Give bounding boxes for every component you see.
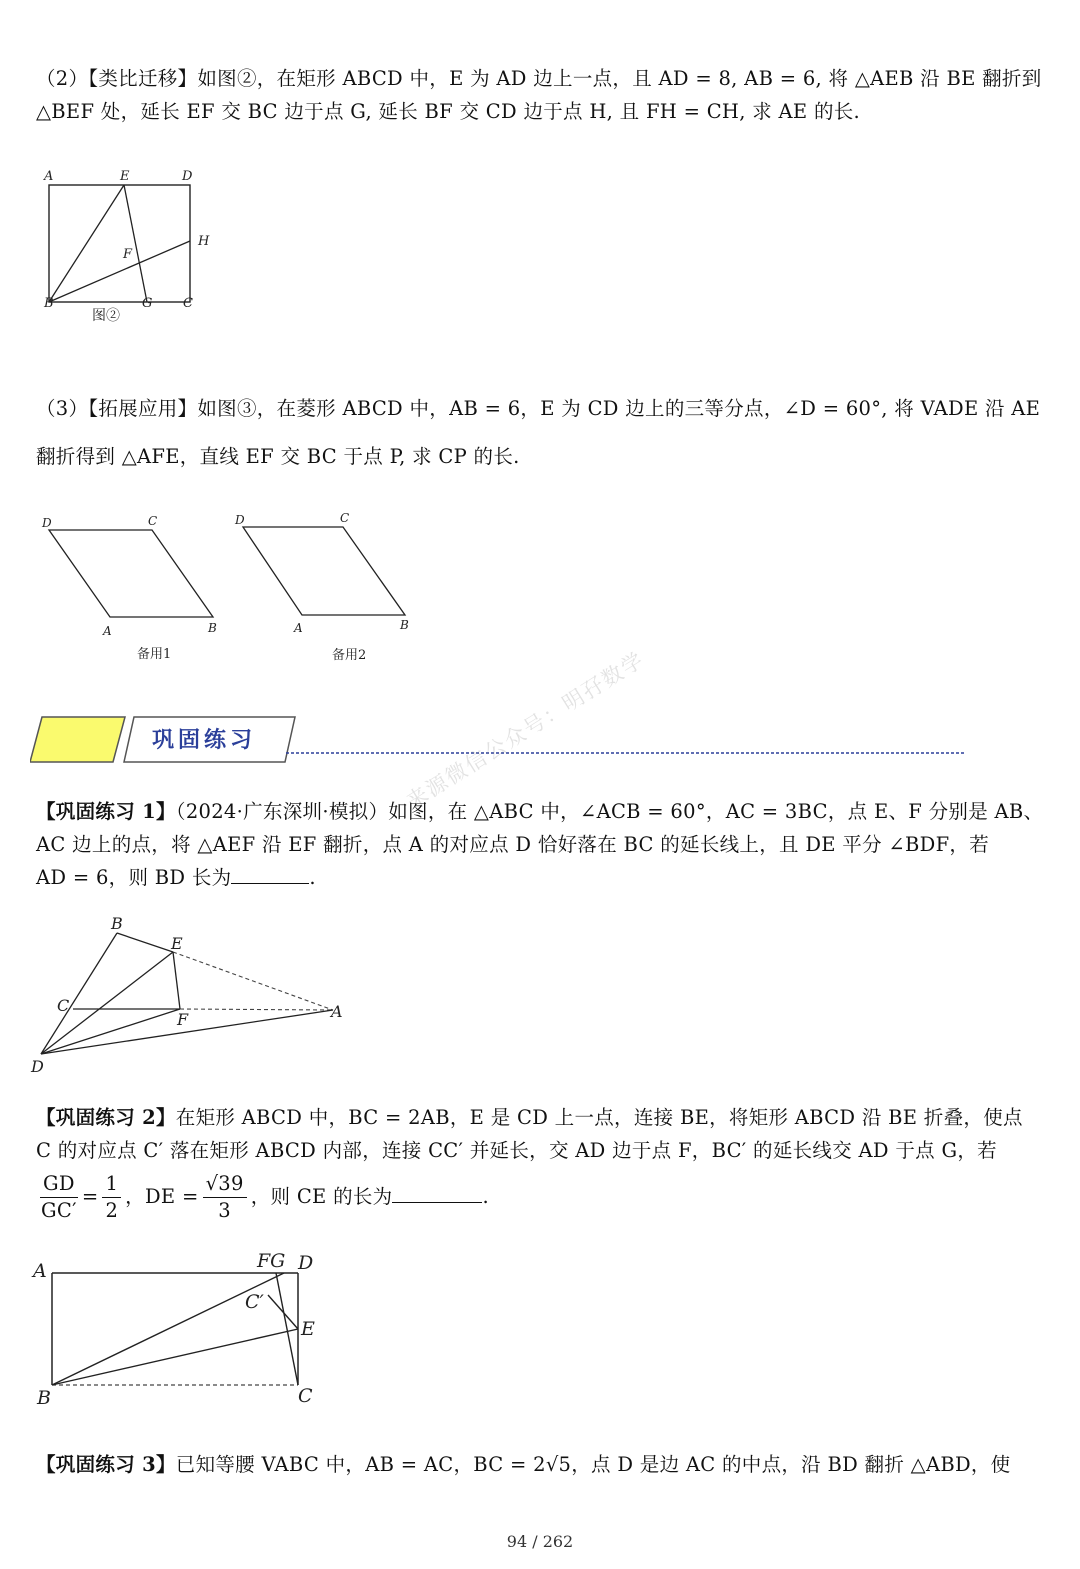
answer-blank-2[interactable] — [392, 1182, 482, 1203]
figure-2-caption: 图② — [92, 308, 120, 324]
fraction-one-half — [102, 1171, 121, 1224]
segment-fc — [276, 1273, 298, 1385]
problem2-line1: （2）【类比迁移】如图②，在矩形 ABCD 中，E 为 AD 边上一点，且 AD = 8, AB = 6, 将 △AEB 沿 BE 翻折到 — [36, 67, 1042, 90]
spare-2-caption: 备用2 — [332, 648, 367, 663]
exercise2-line3 — [36, 1171, 1046, 1224]
rect-abcd — [49, 185, 190, 302]
problem2-text — [36, 62, 1046, 128]
exercise2-line2: C 的对应点 C′ 落在矩形 ABCD 内部，连接 CC′ 并延长，交 AD 边于点 F，BC′ 的延长线交 AD 于点 G，若 — [36, 1139, 997, 1162]
label-h: H — [198, 234, 210, 249]
label-b: B — [208, 621, 217, 635]
label-b: B — [400, 618, 409, 632]
figure-2-rectangle — [30, 160, 230, 330]
figure-exercise-1 — [25, 910, 355, 1080]
fraction-sqrt39-3 — [203, 1171, 247, 1224]
exercise1-line3 — [36, 861, 1046, 894]
label-e: E — [301, 1318, 315, 1340]
fraction-gd-gc — [40, 1171, 78, 1224]
label-e: E — [171, 934, 183, 953]
segment-be — [117, 933, 173, 952]
segment-be — [49, 185, 124, 302]
label-a: A — [103, 624, 112, 638]
problem3-text — [36, 385, 1046, 481]
rhombus-1 — [49, 530, 213, 617]
figure-spare-1 — [30, 505, 230, 675]
segment-fa-dashed — [180, 1009, 333, 1010]
exercise1-line2: AC 边上的点，将 △AEF 沿 EF 翻折，点 A 的对应点 D 恰好落在 BC 的延长线上，且 DE 平分 ∠BDF，若 — [36, 833, 990, 856]
label-d: D — [298, 1252, 314, 1274]
fraction-numerator: 1 — [102, 1171, 121, 1198]
label-f: F — [177, 1010, 189, 1029]
fraction-denominator: 3 — [218, 1199, 231, 1222]
banner-title: 巩固练习 — [152, 728, 257, 753]
segment-db — [41, 933, 117, 1054]
exercise1-line1-text: （2024·广东深圳·模拟）如图，在 △ABC 中，∠ACB = 60°，AC = 3BC，点 E、F 分别是 AB、 — [175, 800, 1044, 823]
exercise3-lead: 【巩固练习 3】 — [36, 1453, 176, 1476]
label-c-prime: C′ — [245, 1291, 264, 1313]
label-d: D — [31, 1057, 44, 1076]
segment-bh — [49, 241, 190, 302]
exercise2-question-text: ，则 CE 的长为 — [250, 1185, 393, 1208]
exercise2-de-text: ，DE = — [125, 1185, 199, 1208]
rhombus-2 — [243, 527, 405, 615]
label-a: A — [44, 169, 54, 184]
problem3-line2: 翻折得到 △AFE，直线 EF 交 BC 于点 P, 求 CP 的长. — [36, 445, 520, 468]
exercise1-lead: 【巩固练习 1】 — [36, 800, 176, 823]
exercise2-line1 — [36, 1101, 1046, 1134]
label-a: A — [294, 621, 303, 635]
exercise1-line3-end: . — [309, 866, 316, 889]
segment-ea-dashed — [173, 952, 333, 1010]
label-c: C — [340, 511, 350, 525]
problem3-line1: （3）【拓展应用】如图③，在菱形 ABCD 中，AB = 6，E 为 CD 边上的三等分点，∠D = 60°, 将 VADE 沿 AE — [36, 397, 1041, 420]
segment-be — [52, 1329, 298, 1385]
segment-ef — [173, 952, 180, 1009]
fraction-numerator: √39 — [203, 1171, 247, 1198]
label-fg: FG — [257, 1250, 286, 1272]
label-a: A — [33, 1260, 47, 1282]
fraction-denominator: GC′ — [40, 1199, 77, 1222]
label-e: E — [120, 169, 130, 184]
exercise3-line1 — [36, 1448, 1046, 1481]
exercise3-line1-text: 已知等腰 VABC 中，AB = AC，BC = 2√5，点 D 是边 AC 的中点，沿 BD 翻折 △ABD，使 — [175, 1453, 1011, 1476]
equals-sign: = — [81, 1185, 99, 1208]
exercise2-line1-text: 在矩形 ABCD 中，BC = 2AB，E 是 CD 上一点，连接 BE，将矩形 ABCD 沿 BE 折叠，使点 — [175, 1106, 1023, 1129]
segment-bg — [52, 1273, 284, 1385]
exercise2-lead: 【巩固练习 2】 — [36, 1106, 176, 1129]
label-c: C — [298, 1385, 313, 1407]
watermark: 来源微信公众号：明孖数学 — [402, 647, 649, 814]
figure-spare-2 — [225, 505, 425, 675]
label-b: B — [111, 914, 123, 933]
segment-eg — [124, 185, 147, 302]
figure-exercise-2 — [28, 1245, 328, 1415]
exercise3-text — [36, 1448, 1046, 1481]
label-c: C — [148, 514, 158, 528]
exercise1-line3-text: AD = 6，则 BD 长为 — [36, 866, 232, 889]
label-c: C — [183, 296, 193, 311]
problem2-line2: △BEF 处，延长 EF 交 BC 边于点 G, 延长 BF 交 CD 边于点 H, 且 FH = CH, 求 AE 的长. — [36, 100, 861, 123]
fraction-numerator: GD — [40, 1171, 78, 1198]
segment-c-prime-e — [268, 1295, 298, 1329]
label-a: A — [331, 1002, 343, 1021]
label-b: B — [44, 296, 54, 311]
fraction-denominator: 2 — [105, 1199, 119, 1222]
segment-df — [41, 1009, 180, 1054]
label-b: B — [37, 1387, 51, 1409]
banner-accent-block — [30, 717, 125, 762]
label-d: D — [42, 516, 52, 530]
exercise2-text — [36, 1101, 1046, 1224]
label-d: D — [235, 513, 245, 527]
exercise1-text — [36, 795, 1046, 894]
exercise2-end: . — [482, 1185, 489, 1208]
label-d: D — [182, 169, 193, 184]
label-f: F — [123, 247, 133, 262]
page-number: 94 / 262 — [506, 1532, 574, 1551]
label-g: G — [142, 296, 153, 311]
answer-blank-1[interactable] — [231, 863, 309, 884]
spare-1-caption: 备用1 — [137, 647, 172, 662]
exercise1-line1 — [36, 795, 1046, 828]
label-c: C — [57, 996, 70, 1015]
